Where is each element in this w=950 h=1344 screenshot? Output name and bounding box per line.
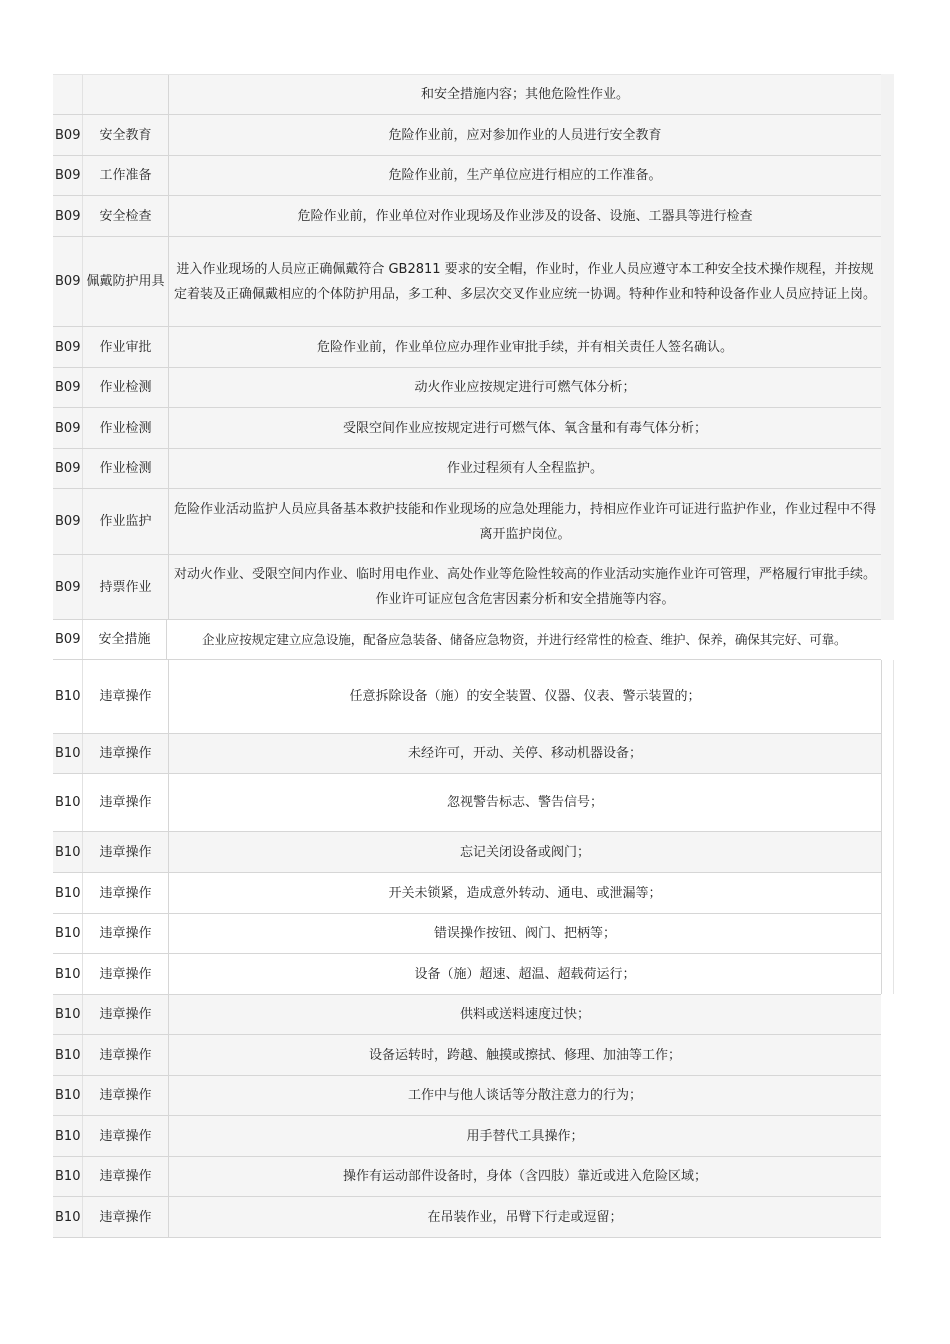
table-row <box>53 489 881 555</box>
code-cell: B09 <box>53 115 83 155</box>
category-cell: 安全教育 <box>83 115 169 155</box>
code-cell: B09 <box>53 237 83 326</box>
description-cell: 和安全措施内容；其他危险性作业。 <box>420 87 629 102</box>
table-row <box>53 660 881 734</box>
category-cell: 作业检测 <box>83 408 169 448</box>
description-cell: 进入作业现场的人员应正确佩戴符合 GB2811 要求的安全帽，作业时，作业人员应遵守本工种安全技术操作规程，并按规定着装及正确佩戴相应的个体防护用品，多工种、多层次交叉作业应统一协调。特种作业和特种设备作业人员应持证上岗。 <box>173 261 876 302</box>
code-cell: B10 <box>53 1157 83 1196</box>
code-cell: B09 <box>53 196 83 236</box>
code-cell: B10 <box>53 774 83 831</box>
category-cell: 持票作业 <box>83 555 169 619</box>
category-cell: 违章操作 <box>83 1116 169 1156</box>
code-cell: B09 <box>53 408 83 448</box>
code-cell: B10 <box>53 1076 83 1115</box>
table-right-margin-rule <box>880 74 894 620</box>
code-cell: B09 <box>53 368 83 407</box>
category-cell: 违章操作 <box>83 1076 169 1115</box>
code-cell: B09 <box>53 489 83 554</box>
table-row <box>53 832 881 873</box>
category-cell: 违章操作 <box>83 832 169 872</box>
table-row <box>53 196 881 237</box>
code-cell: B10 <box>53 734 83 773</box>
code-cell: B10 <box>53 954 83 994</box>
code-cell: B10 <box>53 1035 83 1075</box>
table-row <box>53 1076 881 1116</box>
description-cell: 企业应按规定建立应急设施，配备应急装备、储备应急物资，并进行经常性的检查、维护、保养，确保其完好、可靠。 <box>201 632 847 647</box>
code-cell: B10 <box>53 873 83 913</box>
category-cell: 违章操作 <box>83 873 169 913</box>
table-row <box>53 1035 881 1076</box>
category-cell: 安全检查 <box>83 196 169 236</box>
description-cell: 动火作业应按规定进行可燃气体分析； <box>414 380 636 395</box>
code-cell <box>53 75 83 114</box>
description-cell: 未经许可，开动、关停、移动机器设备； <box>407 746 642 761</box>
category-cell: 工作准备 <box>83 156 169 195</box>
table-row <box>53 873 881 914</box>
category-cell: 违章操作 <box>83 995 169 1034</box>
description-cell: 供料或送料速度过快； <box>459 1007 590 1022</box>
code-cell: B09 <box>53 449 83 488</box>
description-cell: 在吊装作业，吊臂下行走或逗留； <box>427 1209 623 1225</box>
category-cell <box>83 75 169 114</box>
description-cell: 工作中与他人谈话等分散注意力的行为； <box>407 1088 642 1103</box>
description-cell: 危险作业前，生产单位应进行相应的工作准备。 <box>388 168 662 183</box>
table-row <box>53 954 881 995</box>
description-cell: 操作有运动部件设备时，身体（含四肢）靠近或进入危险区域； <box>342 1169 707 1184</box>
description-cell: 错误操作按钮、阀门、把柄等； <box>433 926 616 941</box>
table-row <box>53 449 881 489</box>
code-cell: B10 <box>53 660 83 733</box>
category-cell: 违章操作 <box>83 954 169 994</box>
table-row <box>53 368 881 408</box>
category-cell: 作业检测 <box>83 449 169 488</box>
category-cell: 作业检测 <box>83 368 169 407</box>
description-cell: 危险作业前，作业单位对作业现场及作业涉及的设备、设施、工器具等进行检查 <box>297 208 753 224</box>
category-cell: 违章操作 <box>83 734 169 773</box>
description-cell: 开关未锁紧，造成意外转动、通电、或泄漏等； <box>388 885 662 901</box>
description-cell: 用手替代工具操作； <box>466 1128 584 1144</box>
category-cell: 违章操作 <box>83 1035 169 1075</box>
description-cell: 危险作业前，应对参加作业的人员进行安全教育 <box>388 127 662 143</box>
table-row <box>53 408 881 449</box>
table-row <box>53 774 881 832</box>
table-row <box>53 620 881 660</box>
description-cell: 受限空间作业应按规定进行可燃气体、氧含量和有毒气体分析； <box>342 420 707 436</box>
category-cell: 安全措施 <box>83 620 168 659</box>
code-cell: B10 <box>53 995 83 1034</box>
table-row <box>53 914 881 954</box>
table-row <box>53 156 881 196</box>
description-cell: 忘记关闭设备或阀门； <box>459 844 590 860</box>
description-cell: 忽视警告标志、警告信号； <box>446 795 603 810</box>
table-row <box>53 327 881 368</box>
table-row <box>53 1157 881 1197</box>
description-cell: 作业过程须有人全程监护。 <box>446 461 603 476</box>
table-row <box>53 74 881 115</box>
table-row <box>53 734 881 774</box>
category-cell: 违章操作 <box>83 914 169 953</box>
code-cell: B10 <box>53 1116 83 1156</box>
table-row <box>53 1116 881 1157</box>
table-row <box>53 115 881 156</box>
table-row <box>53 995 881 1035</box>
code-cell: B09 <box>53 555 83 619</box>
description-cell: 任意拆除设备（施）的安全装置、仪器、仪表、警示装置的； <box>349 689 701 704</box>
code-cell: B10 <box>53 832 83 872</box>
category-cell: 违章操作 <box>83 1197 169 1237</box>
table-row <box>53 237 881 327</box>
category-cell: 违章操作 <box>83 774 169 831</box>
description-cell: 危险作业前，作业单位应办理作业审批手续，并有相关责任人签名确认。 <box>316 339 733 355</box>
hazard-table <box>53 74 881 1238</box>
description-cell: 危险作业活动监护人员应具备基本救护技能和作业现场的应急处理能力，持相应作业许可证进行监护作业，作业过程中不得离开监护岗位。 <box>173 501 876 542</box>
table-row <box>53 555 881 620</box>
category-cell: 违章操作 <box>83 1157 169 1196</box>
category-cell: 佩戴防护用具 <box>83 237 169 326</box>
code-cell: B09 <box>53 327 83 367</box>
description-cell: 设备运转时，跨越、触摸或擦拭、修理、加油等工作； <box>368 1047 681 1063</box>
description-cell: 设备（施）超速、超温、超载荷运行； <box>414 966 636 982</box>
description-cell: 对动火作业、受限空间内作业、临时用电作业、高处作业等危险性较高的作业活动实施作业许可管理，严格履行审批手续。作业许可证应包含危害因素分析和安全措施等内容。 <box>173 567 876 607</box>
code-cell: B10 <box>53 1197 83 1237</box>
table-row <box>53 1197 881 1238</box>
category-cell: 违章操作 <box>83 660 169 733</box>
category-cell: 作业审批 <box>83 327 169 367</box>
code-cell: B09 <box>53 620 83 659</box>
code-cell: B09 <box>53 156 83 195</box>
category-cell: 作业监护 <box>83 489 169 554</box>
code-cell: B10 <box>53 914 83 953</box>
